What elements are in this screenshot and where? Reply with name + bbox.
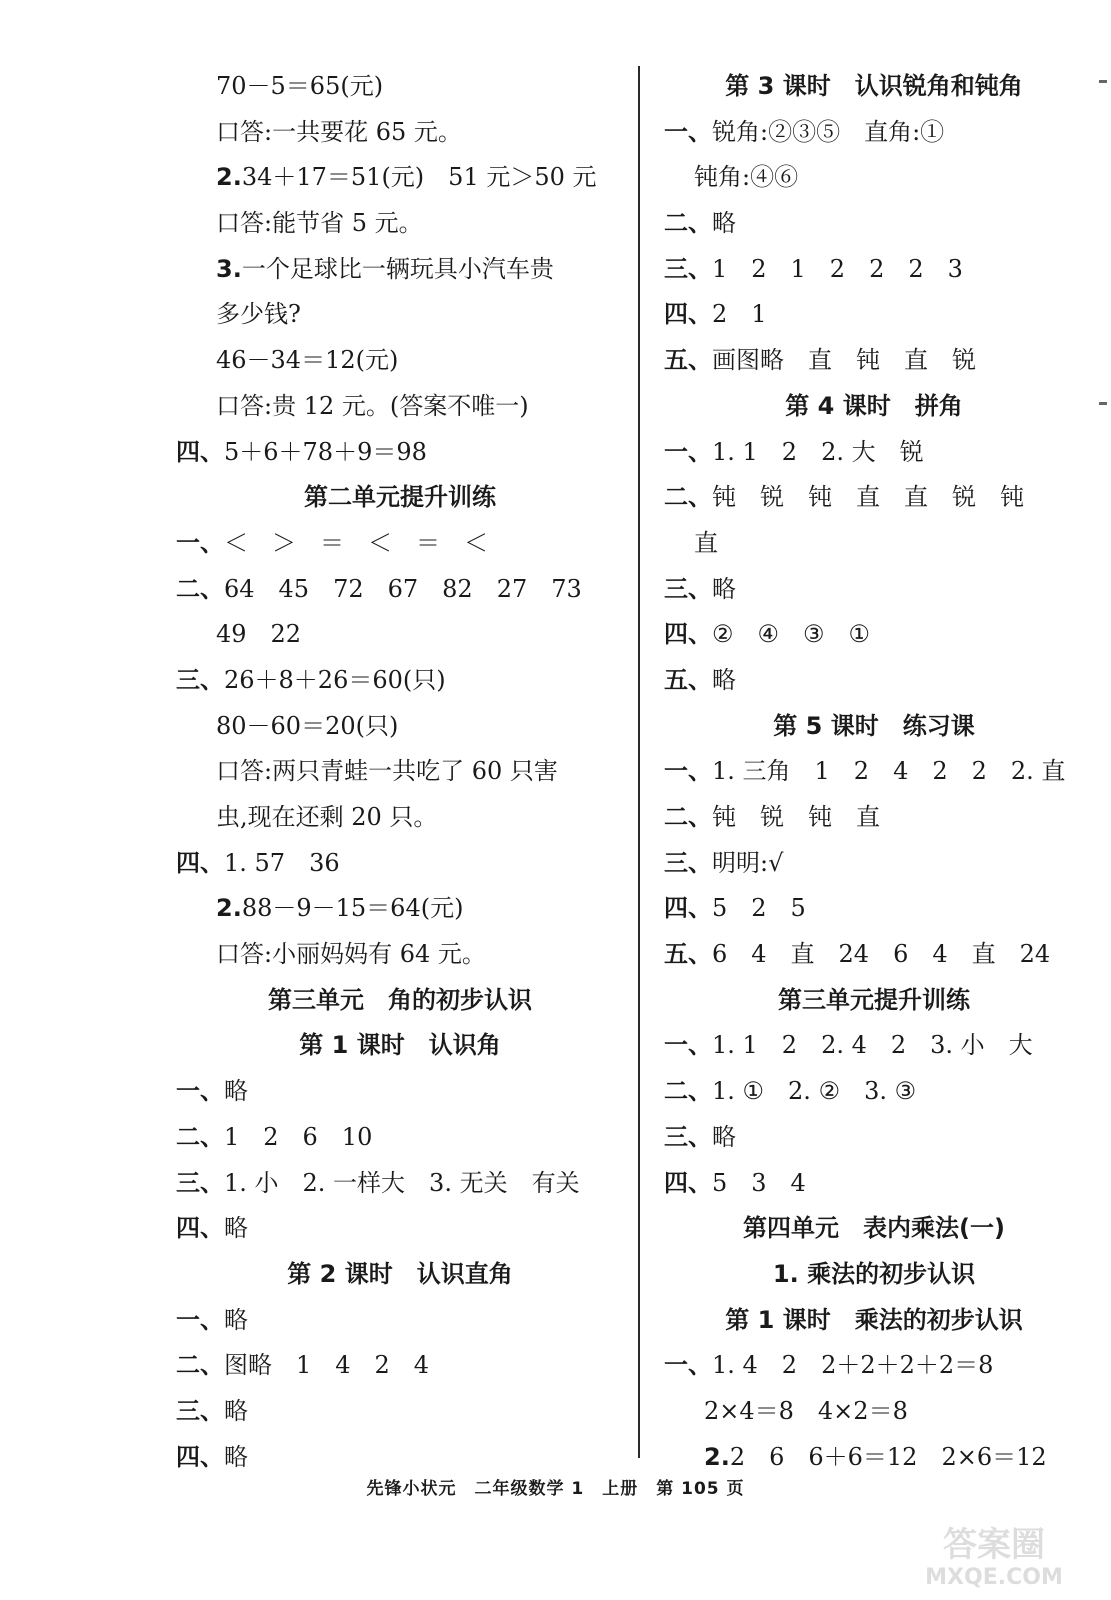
watermark-logo	[899, 1520, 1089, 1590]
answer-text: 钝 锐 钝 直 直 锐 钝	[712, 483, 1024, 512]
answer-text: 1. 小 2. 一样大 3. 无关 有关	[224, 1168, 580, 1197]
answer-line	[664, 749, 1084, 795]
question-label: 二、	[176, 574, 224, 603]
answer-line	[176, 1343, 624, 1389]
answer-line	[664, 247, 1084, 293]
answer-text: 略	[224, 1077, 248, 1106]
answer-text: 1. ① 2. ② 3. ③	[712, 1077, 917, 1106]
answer-line	[176, 841, 624, 887]
question-label: 二、	[664, 483, 712, 512]
answer-line	[664, 567, 1084, 613]
question-label: 一、	[664, 1031, 712, 1060]
edge-mark	[1099, 402, 1107, 405]
answer-text: 2 6 6＋6＝12 2×6＝12	[729, 1442, 1047, 1471]
section-heading	[664, 704, 1084, 750]
answer-text: 口答:贵 12 元。(答案不唯一)	[216, 391, 529, 420]
column-divider	[638, 66, 640, 1458]
answer-line	[664, 292, 1084, 338]
answer-line	[664, 521, 1084, 567]
section-heading	[176, 475, 624, 521]
answer-line	[176, 612, 624, 658]
question-label: 三、	[176, 665, 224, 694]
question-label: 一、	[664, 757, 712, 786]
answer-text: ② ④ ③ ①	[712, 620, 871, 649]
answer-text: 5＋6＋78＋9＝98	[224, 437, 427, 466]
answer-line	[176, 155, 624, 201]
answer-text: 第 4 课时 拼角	[785, 391, 963, 420]
answer-line	[664, 155, 1084, 201]
answer-line	[176, 430, 624, 476]
answer-text: 略	[224, 1214, 248, 1243]
answer-text: 2×4＝8 4×2＝8	[704, 1396, 908, 1425]
answer-line	[664, 475, 1084, 521]
section-heading	[664, 1298, 1084, 1344]
answer-text: 46－34＝12(元)	[216, 346, 399, 375]
answer-line	[176, 292, 624, 338]
answer-text: 64 45 72 67 82 27 73	[224, 574, 582, 603]
question-label: 二、	[664, 209, 712, 238]
answer-text: 锐角:②③⑤ 直角:①	[712, 117, 945, 146]
question-label: 2.	[216, 163, 242, 192]
left-column	[176, 64, 624, 1480]
answer-text: 第 1 课时 乘法的初步认识	[725, 1305, 1023, 1334]
answer-text: 略	[712, 574, 736, 603]
answer-line	[664, 110, 1084, 156]
question-label: 二、	[176, 1122, 224, 1151]
question-label: 四、	[176, 1442, 224, 1471]
answer-line	[664, 201, 1084, 247]
answer-line	[176, 704, 624, 750]
section-heading	[176, 1023, 624, 1069]
watermark-bottom: MXQE.COM	[925, 1565, 1063, 1590]
answer-text: 一个足球比一辆玩具小汽车贵	[241, 254, 554, 283]
answer-line	[664, 795, 1084, 841]
answer-text: 略	[712, 1122, 736, 1151]
question-label: 三、	[176, 1168, 224, 1197]
answer-text: 明明:√	[712, 848, 784, 877]
answer-text: 略	[224, 1396, 248, 1425]
question-label: 四、	[176, 848, 224, 877]
answer-text: 1. 4 2 2＋2＋2＋2＝8	[712, 1351, 994, 1380]
answer-text: 略	[224, 1305, 248, 1334]
question-label: 二、	[664, 803, 712, 831]
answer-text: 1. 57 36	[224, 848, 340, 877]
answer-line	[176, 567, 624, 613]
answer-text: 1 2 1 2 2 2 3	[712, 254, 963, 283]
question-label: 五、	[664, 940, 712, 969]
section-heading	[664, 384, 1084, 430]
answer-text: 5 3 4	[712, 1168, 806, 1197]
question-label: 一、	[664, 1351, 712, 1380]
question-label: 三、	[664, 574, 712, 603]
answer-text: 70－5＝65(元)	[216, 72, 384, 100]
section-heading	[176, 978, 624, 1024]
answer-text: ＜ ＞ ＝ ＜ ＝ ＜	[224, 528, 488, 557]
answer-text: 1. 三角 1 2 4 2 2 2. 直	[712, 757, 1066, 786]
section-heading	[664, 978, 1084, 1024]
answer-text: 虫,现在还剩 20 只。	[216, 803, 438, 831]
question-label: 四、	[664, 300, 712, 329]
answer-line	[664, 1023, 1084, 1069]
answer-line	[664, 841, 1084, 887]
section-heading	[664, 1206, 1084, 1252]
question-label: 3.	[216, 254, 242, 283]
question-label: 三、	[664, 254, 712, 283]
answer-text: 1. 1 2 2. 大 锐	[712, 437, 924, 466]
answer-line	[664, 886, 1084, 932]
answer-text: 画图略 直 钝 直 锐	[712, 346, 976, 375]
edge-mark	[1099, 80, 1107, 83]
section-heading	[664, 64, 1084, 110]
answer-line	[664, 338, 1084, 384]
question-label: 四、	[176, 437, 224, 466]
answer-line	[664, 1389, 1084, 1435]
answer-line	[664, 1343, 1084, 1389]
answer-text: 略	[712, 665, 736, 694]
answer-line	[176, 1161, 624, 1207]
question-label: 三、	[664, 848, 712, 877]
answer-line	[664, 658, 1084, 704]
answer-line	[176, 1069, 624, 1115]
answer-line	[176, 795, 624, 841]
question-label: 五、	[664, 346, 712, 375]
question-label: 一、	[176, 1305, 224, 1334]
answer-text: 略	[712, 209, 736, 238]
question-label: 一、	[664, 437, 712, 466]
answer-text: 口答:一共要花 65 元。	[216, 117, 462, 146]
answer-text: 第 5 课时 练习课	[773, 711, 975, 740]
question-label: 一、	[176, 528, 224, 557]
answer-text: 1. 乘法的初步认识	[772, 1259, 976, 1288]
answer-line	[664, 612, 1084, 658]
answer-text: 口答:两只青蛙一共吃了 60 只害	[216, 757, 558, 786]
page-footer: 先锋小状元 二年级数学 1 上册 第 105 页	[366, 1479, 745, 1499]
answer-line	[176, 658, 624, 704]
answer-text: 49 22	[216, 620, 302, 649]
answer-text: 略	[224, 1442, 248, 1471]
right-column	[664, 64, 1084, 1480]
question-label: 四、	[176, 1214, 224, 1243]
answer-text: 钝 锐 钝 直	[712, 803, 880, 831]
question-label: 四、	[664, 894, 712, 923]
answer-line	[176, 1389, 624, 1435]
answer-text: 口答:小丽妈妈有 64 元。	[216, 940, 486, 969]
answer-line	[176, 201, 624, 247]
answer-text: 图略 1 4 2 4	[224, 1351, 430, 1380]
answer-text: 6 4 直 24 6 4 直 24	[712, 940, 1051, 969]
answer-text: 直	[694, 528, 718, 557]
answer-line	[176, 521, 624, 567]
question-label: 2.	[216, 894, 242, 923]
answer-text: 第三单元提升训练	[778, 985, 970, 1014]
question-label: 2.	[704, 1442, 730, 1471]
question-label: 三、	[664, 1122, 712, 1151]
answer-line	[176, 110, 624, 156]
answer-line	[176, 932, 624, 978]
answer-text: 第 1 课时 认识角	[299, 1031, 501, 1060]
answer-line	[176, 64, 624, 110]
answer-line	[664, 1161, 1084, 1207]
answer-text: 1 2 6 10	[224, 1122, 373, 1151]
answer-text: 第 3 课时 认识锐角和钝角	[725, 72, 1023, 100]
answer-text: 26＋8＋26＝60(只)	[224, 665, 446, 694]
answer-text: 5 2 5	[712, 894, 806, 923]
question-label: 三、	[176, 1396, 224, 1425]
answer-line	[664, 1069, 1084, 1115]
answer-text: 口答:能节省 5 元。	[216, 209, 423, 238]
section-heading	[664, 1252, 1084, 1298]
answer-line	[176, 1115, 624, 1161]
answer-text: 多少钱?	[216, 300, 301, 329]
question-label: 一、	[664, 117, 712, 146]
answer-line	[176, 247, 624, 293]
answer-line	[176, 1206, 624, 1252]
answer-line	[176, 886, 624, 932]
answer-text: 80－60＝20(只)	[216, 711, 399, 740]
answer-line	[664, 932, 1084, 978]
question-label: 一、	[176, 1077, 224, 1106]
question-label: 二、	[176, 1351, 224, 1380]
question-label: 五、	[664, 665, 712, 694]
section-heading	[176, 1252, 624, 1298]
answer-text: 第三单元 角的初步认识	[268, 985, 532, 1014]
question-label: 二、	[664, 1077, 712, 1106]
answer-text: 第 2 课时 认识直角	[287, 1259, 513, 1288]
answer-text: 钝角:④⑥	[694, 163, 799, 192]
answer-line	[176, 384, 624, 430]
answer-text: 第二单元提升训练	[304, 483, 496, 512]
answer-line	[664, 430, 1084, 476]
question-label: 四、	[664, 620, 712, 649]
answer-text: 1. 1 2 2. 4 2 3. 小 大	[712, 1031, 1033, 1060]
answer-line	[664, 1115, 1084, 1161]
answer-text: 第四单元 表内乘法(一)	[743, 1214, 1005, 1243]
answer-text: 34＋17＝51(元) 51 元＞50 元	[241, 163, 597, 192]
question-label: 四、	[664, 1168, 712, 1197]
answer-text: 2 1	[712, 300, 767, 329]
answer-text: 88－9－15＝64(元)	[241, 894, 464, 923]
answer-line	[176, 749, 624, 795]
answer-line	[176, 1298, 624, 1344]
answer-line	[176, 338, 624, 384]
watermark-top: 答案圈	[943, 1525, 1045, 1565]
